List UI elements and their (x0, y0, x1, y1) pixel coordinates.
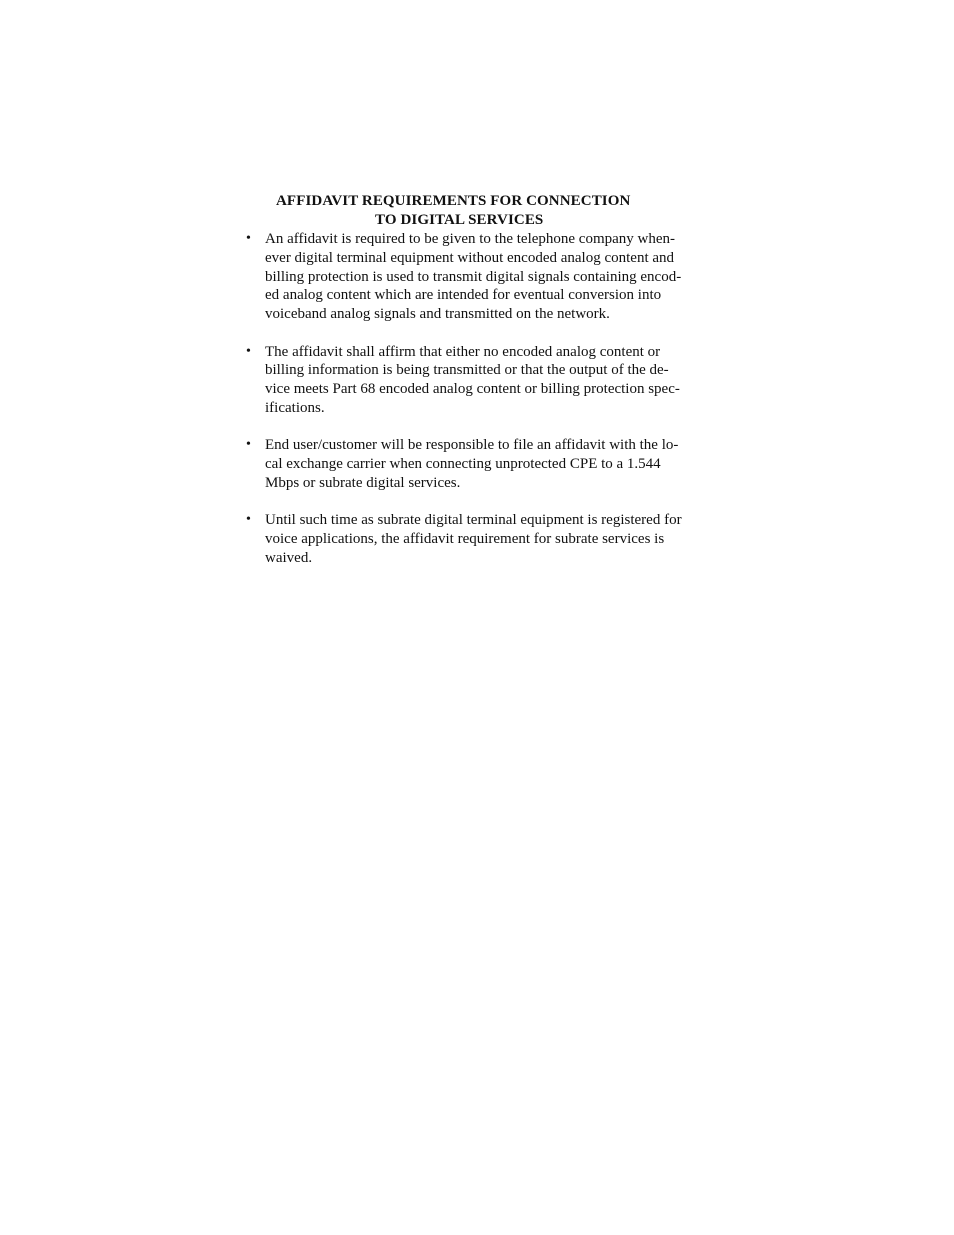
text-line: billing protection is used to transmit digital signals containing encod- (265, 268, 682, 285)
text-line: ever digital terminal equipment without encoded analog content and (265, 249, 675, 266)
text-line: cal exchange carrier when connecting unprotected CPE to a 1.544 (265, 456, 661, 473)
text-line: Mbps or subrate digital services. (265, 474, 461, 491)
text-line: ed analog content which are intended for eventual conversion into (265, 287, 662, 304)
list-item (246, 436, 746, 492)
title-line: TO DIGITAL SERVICES (375, 212, 544, 228)
text-line: voiceband analog signals and transmitted on the network. (265, 306, 610, 323)
bullet-icon: • (246, 231, 251, 246)
text-line: The affidavit shall affirm that either no encoded analog content or (265, 343, 661, 360)
list-item (246, 511, 746, 567)
bullet-icon: • (246, 343, 251, 359)
text-line: billing information is being transmitted or that the output of the de- (265, 362, 669, 379)
list-item (246, 230, 746, 324)
text-line: vice meets Part 68 encoded analog content or billing protection spec- (265, 381, 680, 398)
document-body (246, 192, 746, 586)
text-line: End user/customer will be responsible to file an affidavit with the lo- (265, 437, 679, 454)
text-line: voice applications, the affidavit requirement for subrate services is (265, 531, 665, 548)
text-line: Until such time as subrate digital terminal equipment is registered for (265, 512, 682, 529)
text-line: waived. (265, 549, 313, 566)
page-title (246, 192, 746, 230)
text-line: ifications. (265, 399, 325, 416)
bullet-icon: • (246, 437, 251, 453)
bullet-icon: • (246, 512, 251, 528)
list-item (246, 343, 746, 418)
requirements-list (246, 230, 746, 568)
title-line: AFFIDAVIT REQUIREMENTS FOR CONNECTION (276, 193, 631, 209)
text-line: An affidavit is required to be given to the telephone company when- (265, 231, 676, 247)
